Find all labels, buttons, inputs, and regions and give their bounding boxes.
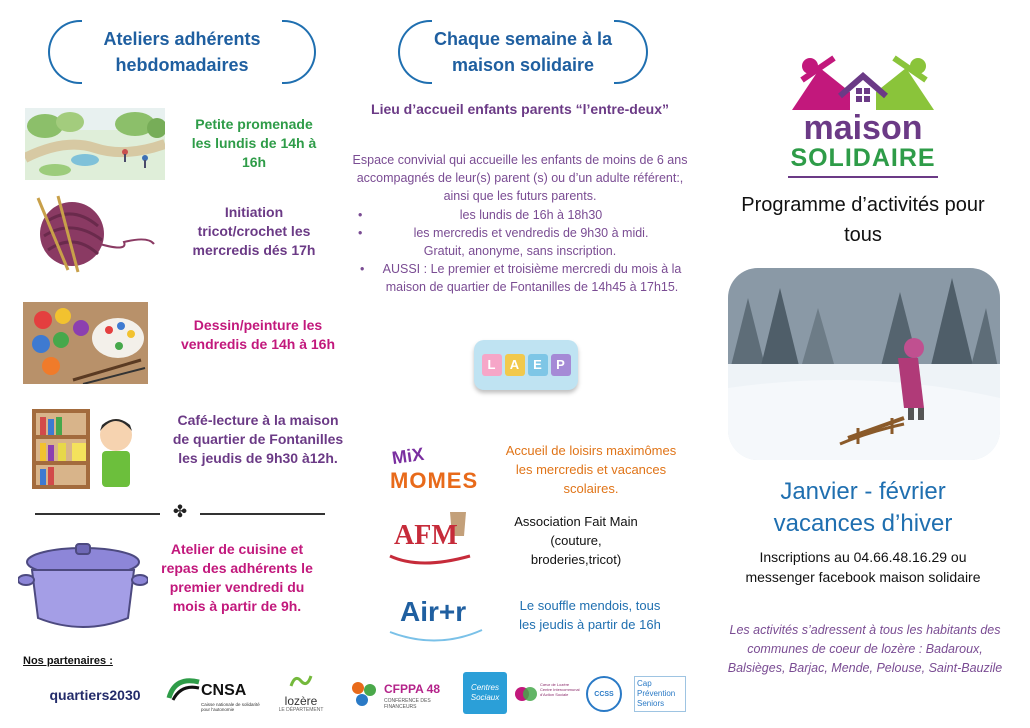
air-logo — [382, 588, 492, 648]
quartiers-text: quartiers2030 — [49, 687, 141, 703]
reading-illustration — [32, 407, 138, 491]
centres-sociaux-logo — [463, 672, 507, 714]
ccss-text: CCSS — [594, 690, 614, 698]
afm-logo-text: AFM — [394, 520, 458, 551]
middle-heading: Chaque semaine à la maison solidaire — [433, 29, 613, 75]
laep-schedule-item: • les mercredis et vendredis de 9h30 à midi. — [372, 224, 690, 242]
cnsa-subtext: Caisse nationale de solidarité pour l'autonomie — [201, 702, 260, 712]
winter-sled-photo — [728, 268, 1000, 460]
laep-schedule-list — [372, 206, 690, 242]
laep-letter: P — [551, 354, 571, 376]
ccss-logo — [586, 676, 622, 712]
communes-note: Les activités s’adressent à tous les habitants des communes de coeur de lozère : Badaroux, Balsièges, Barjac, Mende, Pelouse, Saint-Bauzile — [727, 623, 1003, 675]
activity-peinture: Dessin/peinture les vendredis de 14h à 16h — [180, 317, 336, 352]
cfppa-logo — [348, 674, 460, 714]
laep-aussi-list — [374, 260, 690, 296]
afm-description: Association Fait Main (couture, broderies,tricot) — [514, 514, 638, 567]
laep-logo — [474, 340, 578, 390]
yarn-illustration — [28, 192, 158, 274]
activity-cuisine: Atelier de cuisine et repas des adhérents le premier vendredi du mois à partir de 9h. — [161, 541, 313, 614]
cnsa-logo — [165, 672, 265, 716]
activity-cafe-lecture: Café-lecture à la maison de quartier de Fontanilles les jeudis de 9h30 à12h. — [172, 412, 344, 466]
activity-tricot: Initiation tricot/crochet les mercredis dés 17h — [192, 204, 316, 258]
left-heading-box — [48, 20, 316, 84]
mix-momes-logo — [384, 436, 480, 496]
cap-seniors-text: Cap Prévention Seniors — [637, 679, 676, 708]
programme-title: Programme d’activités pour tous — [741, 194, 985, 246]
laep-free-note: Gratuit, anonyme, sans inscription. — [423, 244, 617, 258]
laep-intro: Espace convivial qui accueille les enfants de moins de 6 ans accompagnés de leur(s) parent (s) ou d’un adulte référent:, ainsi que les futurs parents. — [352, 153, 688, 203]
laep-letter: E — [528, 354, 548, 376]
ornament-icon: ✤ — [172, 502, 188, 521]
logo-underline — [788, 176, 938, 178]
lozere-text: lozère — [284, 694, 318, 708]
centres-sociaux-text: Centres Sociaux — [470, 683, 500, 702]
park-illustration — [25, 108, 165, 180]
logo-solidaire-text: SOLIDAIRE — [790, 144, 936, 172]
cfppa-subtext: CONFÉRENCE DES FINANCEURS — [384, 698, 431, 710]
cnsa-text: CNSA — [201, 682, 247, 699]
maison-solidaire-logo — [780, 40, 946, 176]
partners-label: Nos partenaires : — [23, 655, 113, 667]
bracket-right — [282, 20, 316, 84]
laep-schedule-item: • les lundis de 16h à 18h30 — [372, 206, 690, 224]
inscriptions-text: Inscriptions au 04.66.48.16.29 ou messenger facebook maison solidaire — [745, 549, 981, 585]
laep-letter: L — [482, 354, 502, 376]
bracket-left — [48, 20, 82, 84]
bracket-right — [614, 20, 648, 84]
air-description: Le souffle mendois, tous les jeudis à partir de 16h — [519, 598, 661, 632]
laep-letter: A — [505, 354, 525, 376]
bracket-left — [398, 20, 432, 84]
air-logo-text: Air+r — [400, 596, 467, 627]
left-heading: Ateliers adhérents hebdomadaires — [103, 29, 261, 75]
laep-subheading: Lieu d’accueil enfants parents “l’entre-deux” — [371, 101, 669, 117]
afm-logo — [380, 506, 480, 570]
lozere-subtext: LE DÉPARTEMENT — [278, 707, 324, 713]
momes-logo-text: MOMES — [390, 468, 479, 493]
lozere-logo — [276, 672, 326, 716]
ornament-divider — [35, 504, 325, 524]
cias-logo — [514, 680, 578, 710]
period-line-1: Janvier - février — [780, 478, 946, 505]
activity-promenade: Petite promenade les lundis de 14h à 16h — [191, 116, 317, 170]
middle-heading-box — [398, 20, 648, 84]
mix-logo-text: MiX — [390, 443, 426, 469]
period-line-2: vacances d’hiver — [773, 510, 953, 537]
cfppa-text: CFPPA 48 — [384, 682, 441, 696]
cias-text: Cœur de Lozère Centre Intercommunal d'Action Sociale — [540, 682, 580, 697]
momes-description: Accueil de loisirs maximômes les mercredis et vacances scolaires. — [505, 443, 677, 496]
laep-aussi-item: • AUSSI : Le premier et troisième mercredi du mois à la maison de quartier de Fontanilles de 14h45 à 17h15. — [374, 260, 690, 296]
cooking-pot-illustration — [18, 540, 148, 635]
cap-seniors-logo — [634, 676, 686, 712]
paint-illustration — [23, 302, 148, 384]
quartiers-logo — [40, 684, 150, 706]
logo-maison-text: maison — [803, 109, 923, 147]
